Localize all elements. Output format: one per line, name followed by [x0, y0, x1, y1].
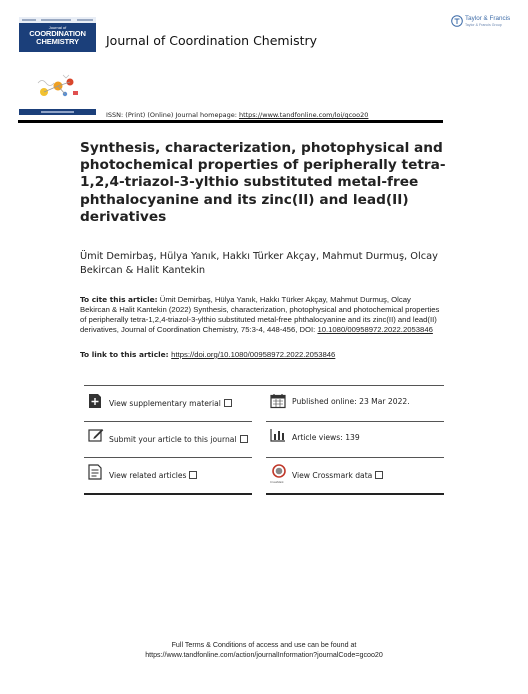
- link-label: To link to this article:: [80, 350, 172, 359]
- journal-homepage-link[interactable]: https://www.tandfonline.com/loi/gcoo20: [238, 111, 369, 119]
- crossmark-icon: [271, 464, 287, 480]
- publisher-name: Taylor & Francis: [465, 15, 511, 22]
- supplementary-label: View supplementary material: [109, 399, 221, 408]
- actions-rule-right-1: [266, 421, 444, 422]
- article-views: Article views: 139: [292, 433, 360, 442]
- article-doi-link[interactable]: https://doi.org/10.1080/00958972.2022.2053846: [171, 350, 336, 359]
- publisher-emblem-icon: [451, 15, 463, 27]
- cover-footer-band: [19, 109, 96, 115]
- actions-rule-left-2: [84, 457, 252, 458]
- cite-doi-link[interactable]: 10.1080/00958972.2022.2053846: [317, 325, 433, 334]
- cite-label: To cite this article:: [80, 295, 158, 304]
- cover-banner: [19, 17, 96, 52]
- external-link-icon: [224, 399, 232, 407]
- journal-name: Journal of Coordination Chemistry: [106, 33, 318, 48]
- article-authors: Ümit Demirbaş, Hülya Yanık, Hakkı Türker Akçay, Mahmut Durmuş, Olcay Bekircan & Halit Kantekin: [80, 251, 438, 276]
- actions-rule-left-1: [84, 421, 252, 422]
- article-link-line: [80, 350, 440, 359]
- citation-block: [80, 295, 440, 335]
- publisher-tagline: Taylor & Francis Group: [465, 23, 502, 27]
- cover-title: Journal of COORDINATION CHEMISTRY: [29, 25, 86, 46]
- external-link-icon: [189, 471, 197, 479]
- submit-label: Submit your article to this journal: [109, 435, 237, 444]
- cover-molecule-illustration: [35, 71, 81, 103]
- publisher-logo[interactable]: [451, 15, 513, 31]
- terms-line: Full Terms & Conditions of access and use can be found at: [171, 641, 357, 649]
- published-date: Published online: 23 Mar 2022.: [292, 397, 410, 406]
- external-link-icon: [375, 471, 383, 479]
- supplementary-material-link[interactable]: [109, 398, 232, 408]
- cover-strip: [19, 17, 96, 23]
- related-articles-icon: [88, 464, 103, 480]
- supplementary-material-icon: [88, 393, 102, 409]
- actions-bottom-rule-right: [266, 493, 444, 495]
- terms-footer: [0, 641, 528, 660]
- related-label: View related articles: [109, 471, 187, 480]
- external-link-icon: [240, 435, 248, 443]
- issn-label: ISSN: (Print) (Online) Journal homepage:: [106, 111, 239, 119]
- calendar-icon: [270, 393, 286, 409]
- journal-cover: [19, 17, 96, 117]
- crossmark-label: View Crossmark data: [292, 471, 373, 480]
- submit-article-icon: [88, 428, 104, 442]
- header-rule: [18, 120, 443, 123]
- terms-url-link[interactable]: https://www.tandfonline.com/action/journalInformation?journalCode=gcoo20: [145, 650, 383, 659]
- actions-bottom-rule-left: [84, 493, 252, 495]
- actions-rule-right-2: [266, 457, 444, 458]
- actions-top-rule: [84, 385, 444, 386]
- crossmark-link[interactable]: [292, 470, 383, 480]
- article-title: Synthesis, characterization, photophysical and photochemical properties of peripherally tetra-1,2,4-triazol-3-ylthio substituted metal-free phthalocyanine and its zinc(II) and lead(II) derivatives: [80, 140, 446, 225]
- related-articles-link[interactable]: [109, 470, 197, 480]
- cite-text: Ümit Demirbaş, Hülya Yanık, Hakkı Türker Akçay, Mahmut Durmuş, Olcay Bekircan & Halit Kantekin (2022) Synthesis, characterization, photophysical and photochemical properties of peripherally tetra-1,2,4-triazol-3-ylthio substituted metal-free phthalocyanine and its zinc(II) and lead(II) derivatives, Journal of Coordination Chemistry, 75:3-4, 448-456, DOI:: [80, 295, 440, 334]
- submit-article-link[interactable]: [109, 434, 248, 444]
- bar-chart-icon: [270, 428, 286, 442]
- issn-line: [106, 111, 368, 119]
- crossmark-caption: CrossMark: [270, 480, 284, 484]
